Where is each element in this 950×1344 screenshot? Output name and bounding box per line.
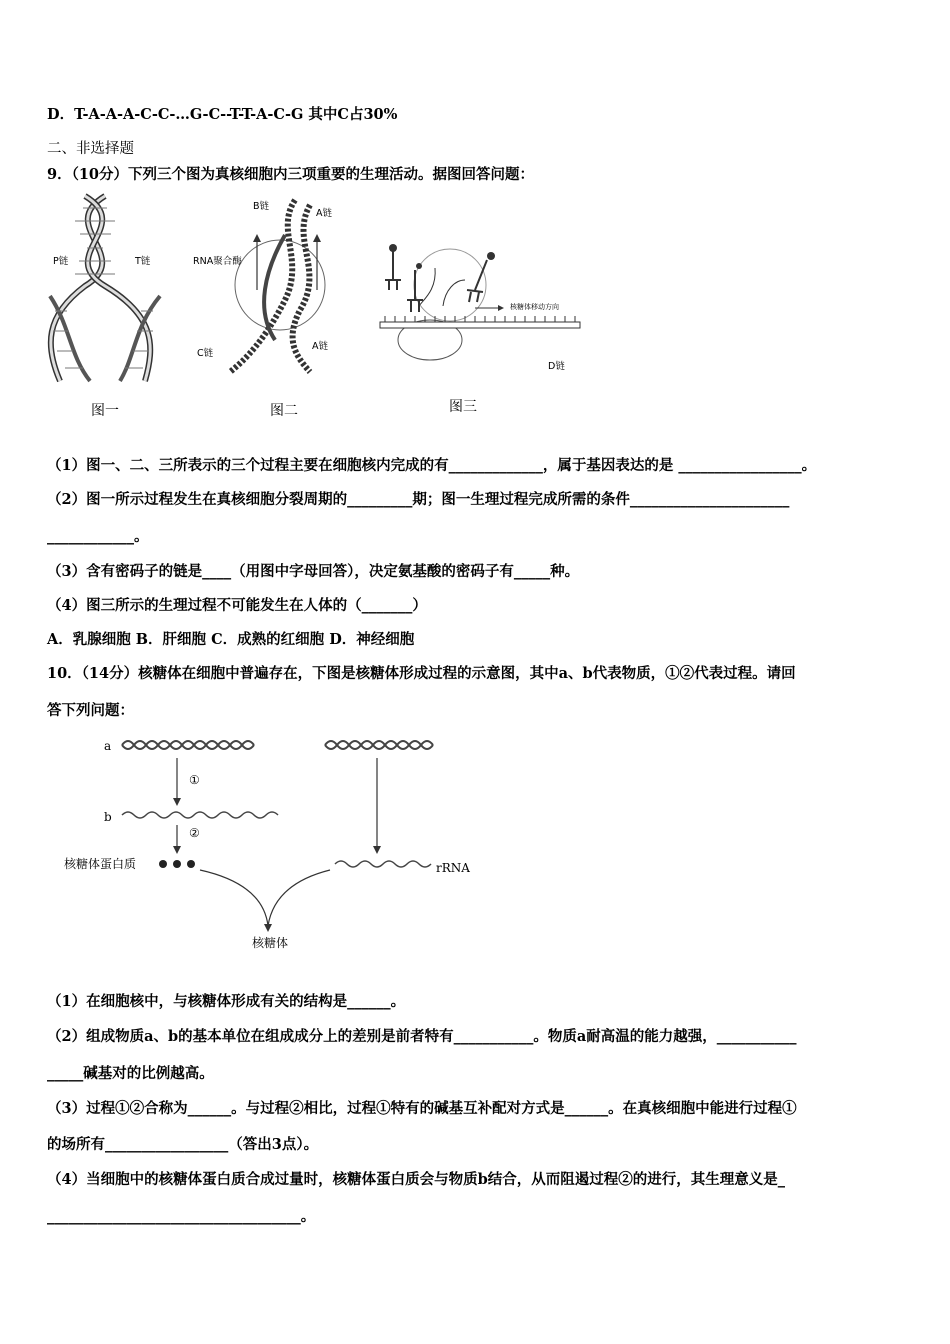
fig2-a-label-top: A链 [316, 208, 332, 219]
q10-sub3-line2: 的场所有_________________（答出3点）。 [47, 1136, 319, 1153]
q10-stem-line1: 10．（14分）核糖体在细胞中普遍存在，下图是核糖体形成过程的示意图，其中a、b代表物质，①②代表过程。请回 [47, 665, 796, 682]
fig2-b-label: B链 [253, 201, 270, 212]
q9-sub4: （4）图三所示的生理过程不可能发生在人体的（_______） [47, 597, 427, 614]
fig2-caption: 图二 [270, 403, 298, 419]
diagram-label-b: b [104, 810, 112, 824]
section-title: 二、非选择题 [47, 141, 134, 157]
q9-sub2-line1: （2）图一所示过程发生在真核细胞分裂周期的_________期；图一生理过程完成所需的条件______________________ [47, 491, 790, 508]
ribosome-formation-svg [60, 730, 440, 940]
option-d: D．T-A-A-A-C-C-…G-C--T-T-A-C-G 其中C占30% [47, 106, 398, 123]
fig2-c-label: C链 [197, 348, 214, 359]
dna-double-helix-diagram [45, 196, 175, 396]
q9-sub1: （1）图一、二、三所表示的三个过程主要在细胞核内完成的有_____________，属于基因表达的是 _________________。 [47, 457, 817, 474]
q9-options: A．乳腺细胞 B．肝细胞 C．成熟的红细胞 D．神经细胞 [47, 631, 415, 648]
diagram-step-1: ① [189, 773, 200, 787]
q10-sub2-line2: _____碱基对的比例越高。 [47, 1065, 214, 1082]
fig3-d-label: D链 [548, 361, 565, 372]
q10-sub4-line1: （4）当细胞中的核糖体蛋白质合成过量时，核糖体蛋白质会与物质b结合，从而阻遏过程②的进行，其生理意义是_ [47, 1171, 785, 1188]
fig1-caption: 图一 [91, 403, 119, 419]
diagram-label-a: a [104, 739, 112, 753]
q10-sub3-line1: （3）过程①②合称为______。与过程②相比，过程①特有的碱基互补配对方式是______。在真核细胞中能进行过程① [47, 1100, 797, 1117]
fig3-caption: 图三 [449, 399, 477, 415]
q10-sub1: （1）在细胞核中，与核糖体形成有关的结构是______。 [47, 993, 406, 1010]
diagram-rrna-label: rRNA [436, 861, 470, 875]
fig3-arrow-label: 核糖体移动方向 [510, 303, 559, 311]
diagram-ribosomal-protein-label: 核糖体蛋白质 [64, 857, 137, 871]
fig2-a-label-bottom: A链 [312, 341, 328, 352]
q9-sub2-line2: ____________。 [47, 528, 149, 545]
q10-stem-line2: 答下列问题： [47, 702, 134, 719]
fig1-t-label: T链 [135, 256, 151, 267]
translation-diagram [375, 240, 605, 370]
diagram-ribosome-label: 核糖体 [252, 936, 289, 950]
q10-sub4-line2: ___________________________________。 [47, 1208, 316, 1225]
q9-stem: 9．（10分）下列三个图为真核细胞内三项重要的生理活动。据图回答问题： [47, 166, 535, 183]
q10-sub2-line1: （2）组成物质a、b的基本单位在组成成分上的差别是前者特有___________。物质a耐高温的能力越强，___________ [47, 1028, 797, 1045]
fig2-rna-polymerase-label: RNA聚合酶 [193, 256, 242, 267]
diagram-step-2: ② [189, 826, 200, 840]
fig1-p-label: P链 [53, 256, 69, 267]
q9-sub3: （3）含有密码子的链是____（用图中字母回答），决定氨基酸的密码子有_____种。 [47, 563, 580, 580]
